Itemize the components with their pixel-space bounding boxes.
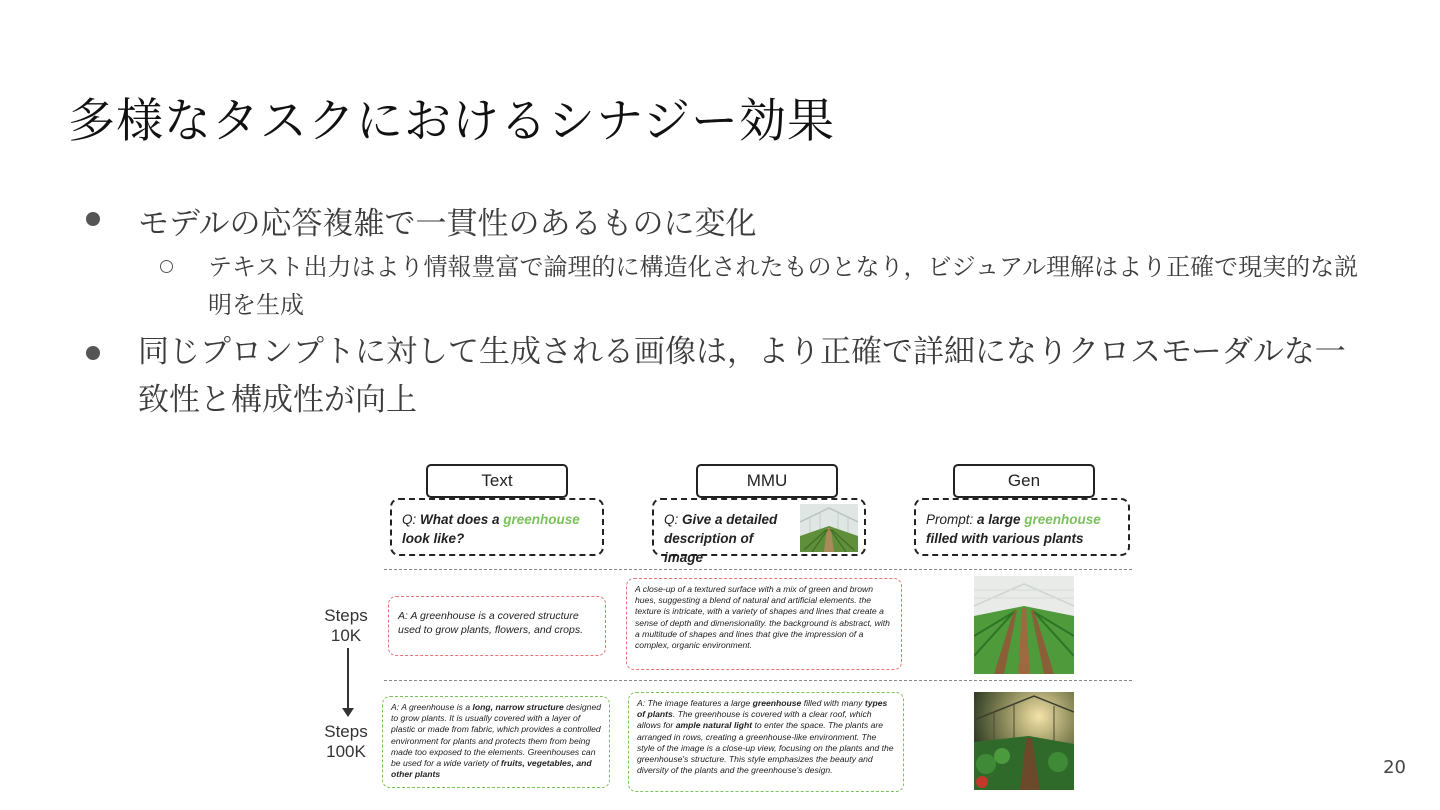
slide-title: 多様なタスクにおけるシナジー効果 bbox=[68, 94, 836, 149]
steps-arrowhead bbox=[342, 708, 354, 717]
steps-arrow bbox=[347, 648, 349, 710]
gen-prompt: Prompt: a large greenhouse filled with various plants bbox=[914, 498, 1130, 556]
steps-100k-label: Steps 100K bbox=[324, 722, 368, 761]
sub-bullet-ring bbox=[160, 260, 173, 273]
bullet-1-sub bbox=[160, 248, 1370, 324]
header-text: Text bbox=[426, 464, 568, 498]
generated-image-10k bbox=[974, 576, 1074, 674]
figure bbox=[310, 458, 1140, 798]
mmu-question: Q: Give a detailed description of image bbox=[652, 498, 866, 556]
bullet-1-text: モデルの応答複雑で一貫性のあるものに変化 bbox=[138, 206, 757, 242]
mmu-answer-10k: A close-up of a textured surface with a mix of green and brown hues, suggesting a blend of natural and artificial elements. the texture is intricate, with a variety of shapes and lines that create a sense of depth and dimensionality. the background is abstract, with a multitude of shapes and lines that give the impression of a complex, organic environment. bbox=[626, 578, 902, 670]
bullet-1-sub-text: テキスト出力はより情報豊富で論理的に構造化されたものとなり，ビジュアル理解はより正確で現実的な説明を生成 bbox=[208, 253, 1359, 319]
steps-10k-label: Steps 10K bbox=[324, 606, 368, 645]
text-answer-10k: A: A greenhouse is a covered structure used to grow plants, flowers, and crops. bbox=[388, 596, 606, 656]
bullet-2 bbox=[86, 328, 1376, 424]
page-number: 20 bbox=[1383, 757, 1406, 778]
generated-image-100k bbox=[974, 692, 1074, 790]
header-mmu: MMU bbox=[696, 464, 838, 498]
mmu-answer-100k: A: The image features a large greenhouse filled with many types of plants. The greenhouse is covered with a clear roof, which allows for ample natural light to enter the space. The plants are arranged in rows, creating a greenhouse-like environment. The style of the image is a close-up view, focusing on the plants and the greenhouse's structure. This style emphasizes the beauty and diversity of the plants and the greenhouse's design. bbox=[628, 692, 904, 792]
greenhouse-thumbnail bbox=[800, 504, 858, 552]
separator-2 bbox=[384, 680, 1132, 681]
text-answer-100k: A: A greenhouse is a long, narrow structure designed to grow plants. It is usually covered with a layer of plastic or made from fabric, which provides a controlled environment for plants and protects them from being made too exposed to the elements. Greenhouses can be used for a wide variety of fruits, vegetables, and other plants bbox=[382, 696, 610, 788]
bullet-2-text: 同じプロンプトに対して生成される画像は，より正確で詳細になりクロスモーダルな一致性と構成性が向上 bbox=[138, 334, 1346, 418]
text-question: Q: What does a greenhouse look like? bbox=[390, 498, 604, 556]
bullet-dot bbox=[86, 346, 100, 360]
bullet-dot bbox=[86, 212, 100, 226]
header-gen: Gen bbox=[953, 464, 1095, 498]
separator-1 bbox=[384, 569, 1132, 570]
